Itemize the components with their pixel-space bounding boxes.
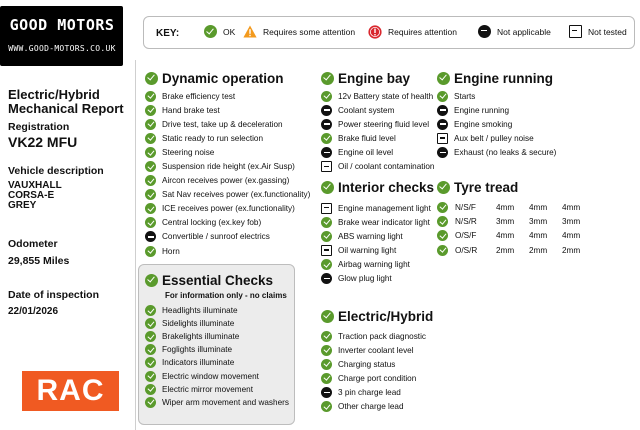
check-item-label: Aux belt / pulley noise <box>454 133 534 143</box>
check-item <box>145 159 310 173</box>
essential-checks-section <box>145 272 289 409</box>
check-item <box>321 229 434 243</box>
engine-running-heading <box>437 70 556 86</box>
ok-check-icon <box>145 91 156 102</box>
check-item-label: Engine running <box>454 105 510 115</box>
check-item-label: ICE receives power (ex.functionality) <box>162 204 295 214</box>
check-item <box>145 117 310 131</box>
inspection-date-label: Date of inspection <box>8 289 100 301</box>
essential-checks-list <box>145 304 289 409</box>
check-item-label: Coolant system <box>338 105 395 115</box>
tyre-position: O/S/F <box>455 231 477 241</box>
not-applicable-icon <box>321 273 332 284</box>
ok-check-icon <box>321 91 332 102</box>
check-item-label: Inverter coolant level <box>338 345 414 355</box>
tyre-tread-title: Tyre tread <box>454 179 519 195</box>
check-item <box>437 89 556 103</box>
section-ok-icon <box>321 181 334 194</box>
section-ok-icon <box>437 181 450 194</box>
tyre-row <box>437 229 588 243</box>
check-item <box>321 201 434 215</box>
ok-check-icon <box>145 217 156 228</box>
check-item-label: Oil warning light <box>338 245 397 255</box>
check-item-label: Power steering fluid level <box>338 119 430 129</box>
check-item-label: Headlights illuminate <box>162 306 238 316</box>
ok-check-icon <box>145 175 156 186</box>
check-item-label: Electric window movement <box>162 371 259 381</box>
ok-check-icon <box>145 189 156 200</box>
interior-checks-section <box>321 179 434 286</box>
ok-check-icon <box>321 373 332 384</box>
not-applicable-icon <box>437 105 448 116</box>
ok-check-icon <box>437 202 448 213</box>
check-item <box>145 396 289 409</box>
engine-running-list <box>437 89 556 159</box>
check-item-label: Brake fluid level <box>338 133 396 143</box>
check-item <box>145 202 310 216</box>
tread-depth-middle: 3mm <box>529 216 548 226</box>
tread-depth-inner: 2mm <box>496 245 515 255</box>
ok-check-icon <box>321 331 332 342</box>
check-item <box>321 131 434 145</box>
dynamic-operation-list <box>145 89 310 258</box>
check-item <box>437 145 556 159</box>
interior-checks-title: Interior checks <box>338 179 435 195</box>
section-ok-icon <box>145 72 158 85</box>
ok-check-icon <box>321 231 332 242</box>
ok-check-icon <box>145 344 156 355</box>
electric-hybrid-heading <box>321 308 433 324</box>
report-title: Electric/Hybrid Mechanical Report <box>8 87 124 116</box>
dynamic-operation-heading <box>145 70 310 86</box>
dynamic-operation-title: Dynamic operation <box>162 70 284 86</box>
check-item <box>321 117 434 131</box>
warning-triangle-icon <box>243 25 257 38</box>
check-item-label: Engine smoking <box>454 119 513 129</box>
not-applicable-icon <box>321 119 332 130</box>
electric-hybrid-list <box>321 329 433 414</box>
tread-depth-inner: 4mm <box>496 231 515 241</box>
ok-check-icon <box>145 119 156 130</box>
check-item-label: Convertible / sunroof electrics <box>162 232 270 242</box>
check-item-label: Horn <box>162 246 180 256</box>
check-item-label: Other charge lead <box>338 402 404 412</box>
tyre-position: N/S/F <box>455 202 476 212</box>
key-attention <box>368 25 457 39</box>
vehicle-colour: GREY <box>8 200 37 211</box>
check-item <box>321 145 434 159</box>
ok-check-icon <box>145 161 156 172</box>
ok-check-icon <box>145 331 156 342</box>
key-ok <box>204 25 235 38</box>
check-item-label: Electric mirror movement <box>162 384 253 394</box>
engine-running-title: Engine running <box>454 70 553 86</box>
check-item-label: Brakelights illuminate <box>162 332 240 342</box>
check-item-label: Charging status <box>338 359 396 369</box>
tread-depth-outer: 4mm <box>562 231 581 241</box>
ok-check-icon <box>437 245 448 256</box>
tread-depth-middle: 4mm <box>529 231 548 241</box>
vehicle-make: VAUXHALL <box>8 180 62 191</box>
logo-url-text: WWW.GOOD-MOTORS.CO.UK <box>8 44 116 53</box>
check-item-label: Steering noise <box>162 147 215 157</box>
key-not-tested-label: Not tested <box>588 26 627 37</box>
check-item-label: Starts <box>454 91 476 101</box>
tread-depth-outer: 2mm <box>562 245 581 255</box>
check-item-label: Brake efficiency test <box>162 91 236 101</box>
essential-checks-title: Essential Checks <box>162 272 274 288</box>
check-item-label: Central locking (ex.key fob) <box>162 218 262 228</box>
registration-value: VK22 MFU <box>8 134 78 150</box>
check-item <box>321 371 433 385</box>
check-item-label: Suspension ride height (ex.Air Susp) <box>162 162 295 172</box>
check-item <box>145 188 310 202</box>
not-applicable-icon <box>321 387 332 398</box>
ok-check-icon <box>145 203 156 214</box>
check-item-label: Oil / coolant contamination <box>338 162 435 172</box>
check-item <box>321 243 434 257</box>
tyre-row <box>437 214 588 228</box>
section-ok-icon <box>437 72 450 85</box>
engine-running-section <box>437 70 556 159</box>
ok-check-icon <box>321 217 332 228</box>
check-item <box>437 117 556 131</box>
engine-bay-list <box>321 89 434 174</box>
check-item <box>321 343 433 357</box>
check-item <box>321 271 434 285</box>
odometer-label: Odometer <box>8 238 58 250</box>
check-item-label: Engine oil level <box>338 147 394 157</box>
not-tested-icon <box>321 245 332 256</box>
essential-checks-heading <box>145 272 289 288</box>
ok-check-icon <box>437 230 448 241</box>
tread-depth-inner: 3mm <box>496 216 515 226</box>
check-item <box>145 304 289 317</box>
check-item <box>145 103 310 117</box>
tyre-row <box>437 243 588 257</box>
check-item <box>437 131 556 145</box>
ok-check-icon <box>145 133 156 144</box>
ok-check-icon <box>321 345 332 356</box>
check-item-label: Exhaust (no leaks & secure) <box>454 147 557 157</box>
ok-check-icon <box>145 246 156 257</box>
vehicle-model: CORSA-E <box>8 190 55 201</box>
ok-check-icon <box>437 91 448 102</box>
engine-bay-heading <box>321 70 434 86</box>
tyre-tread-list <box>437 200 588 257</box>
check-item-label: 3 pin charge lead <box>338 387 401 397</box>
key-ok-label: OK <box>223 26 236 37</box>
ok-check-icon <box>145 147 156 158</box>
status-key <box>143 16 635 49</box>
odometer-value: 29,855 Miles <box>8 255 70 267</box>
check-item <box>321 103 434 117</box>
not-applicable-icon <box>437 147 448 158</box>
not-tested-icon <box>321 203 332 214</box>
ok-check-icon <box>145 397 156 408</box>
check-item <box>145 174 310 188</box>
interior-checks-heading <box>321 179 434 195</box>
not-applicable-icon <box>437 119 448 130</box>
check-item <box>321 385 433 399</box>
ok-check-icon <box>145 318 156 329</box>
check-item-label: 12v Battery state of health <box>338 91 434 101</box>
essential-checks-note: For information only - no claims <box>165 291 287 300</box>
tread-depth-outer: 3mm <box>562 216 581 226</box>
check-item <box>145 317 289 330</box>
not-tested-icon <box>321 161 332 172</box>
check-item-label: Engine management light <box>338 203 431 213</box>
section-ok-icon <box>145 274 158 287</box>
good-motors-logo <box>0 6 123 66</box>
key-not-applicable <box>478 25 551 38</box>
key-some-attention <box>243 25 355 38</box>
key-title: KEY: <box>156 28 180 39</box>
ok-check-icon <box>321 259 332 270</box>
check-item <box>321 159 434 173</box>
check-item-label: Foglights illuminate <box>162 345 233 355</box>
check-item <box>145 89 310 103</box>
electric-hybrid-section <box>321 308 433 414</box>
check-item <box>145 369 289 382</box>
ok-check-icon <box>145 384 156 395</box>
ok-check-icon <box>145 105 156 116</box>
check-item-label: Glow plug light <box>338 274 392 284</box>
check-item <box>145 216 310 230</box>
check-item-label: Hand brake test <box>162 105 220 115</box>
check-item <box>321 89 434 103</box>
check-item <box>321 399 433 413</box>
tread-depth-inner: 4mm <box>496 202 515 212</box>
dynamic-operation-section <box>145 70 310 258</box>
check-item-label: Aircon receives power (ex.gassing) <box>162 176 290 186</box>
column-divider <box>135 60 136 430</box>
check-item-label: Brake wear indicator light <box>338 217 430 227</box>
check-item-label: Airbag warning light <box>338 259 410 269</box>
attention-alert-icon <box>368 25 382 39</box>
check-item <box>321 215 434 229</box>
check-item <box>145 131 310 145</box>
tyre-row <box>437 200 588 214</box>
check-item <box>321 357 433 371</box>
check-item-label: Sat Nav receives power (ex.functionality) <box>162 190 311 200</box>
check-item <box>145 230 310 244</box>
inspection-date-value: 22/01/2026 <box>8 306 59 317</box>
check-item-label: Sidelights illuminate <box>162 319 235 329</box>
rac-logo: RAC <box>22 371 119 411</box>
check-item <box>437 103 556 117</box>
logo-main-text: GOOD MOTORS <box>9 16 115 34</box>
electric-hybrid-title: Electric/Hybrid <box>338 308 434 324</box>
tyre-position: O/S/R <box>455 245 478 255</box>
ok-check-icon <box>204 25 217 38</box>
check-item-label: ABS warning light <box>338 231 403 241</box>
engine-bay-section <box>321 70 434 174</box>
not-tested-icon <box>437 133 448 144</box>
check-item <box>321 257 434 271</box>
vehicle-description-label: Vehicle description <box>8 165 104 177</box>
key-not-applicable-label: Not applicable <box>497 26 551 37</box>
ok-check-icon <box>321 133 332 144</box>
key-attention-label: Requires attention <box>388 27 457 37</box>
ok-check-icon <box>437 216 448 227</box>
check-item <box>145 244 310 258</box>
key-some-attention-label: Requires some attention <box>263 26 356 37</box>
section-ok-icon <box>321 310 334 323</box>
not-applicable-icon <box>478 25 491 38</box>
not-applicable-icon <box>321 147 332 158</box>
check-item <box>145 145 310 159</box>
engine-bay-title: Engine bay <box>338 70 411 86</box>
ok-check-icon <box>145 305 156 316</box>
not-applicable-icon <box>321 105 332 116</box>
ok-check-icon <box>145 371 156 382</box>
tyre-position: N/S/R <box>455 216 477 226</box>
check-item <box>145 343 289 356</box>
registration-label: Registration <box>8 121 70 133</box>
ok-check-icon <box>321 359 332 370</box>
check-item-label: Indicators illuminate <box>162 358 235 368</box>
ok-check-icon <box>145 357 156 368</box>
not-applicable-icon <box>145 231 156 242</box>
tread-depth-middle: 4mm <box>529 202 548 212</box>
check-item-label: Wiper arm movement and washers <box>162 397 289 407</box>
section-ok-icon <box>321 72 334 85</box>
tread-depth-outer: 4mm <box>562 202 581 212</box>
tyre-tread-section <box>437 179 588 257</box>
check-item <box>321 329 433 343</box>
key-not-tested <box>569 25 627 38</box>
check-item <box>145 383 289 396</box>
interior-checks-list <box>321 201 434 286</box>
vehicle-details-panel <box>0 0 128 430</box>
check-item-label: Traction pack diagnostic <box>338 331 426 341</box>
tyre-tread-heading <box>437 179 588 195</box>
check-item <box>145 356 289 369</box>
check-item-label: Drive test, take up & deceleration <box>162 119 283 129</box>
tread-depth-middle: 2mm <box>529 245 548 255</box>
check-item-label: Static ready to run selection <box>162 133 264 143</box>
check-item <box>145 330 289 343</box>
not-tested-icon <box>569 25 582 38</box>
check-item-label: Charge port condition <box>338 373 417 383</box>
ok-check-icon <box>321 401 332 412</box>
